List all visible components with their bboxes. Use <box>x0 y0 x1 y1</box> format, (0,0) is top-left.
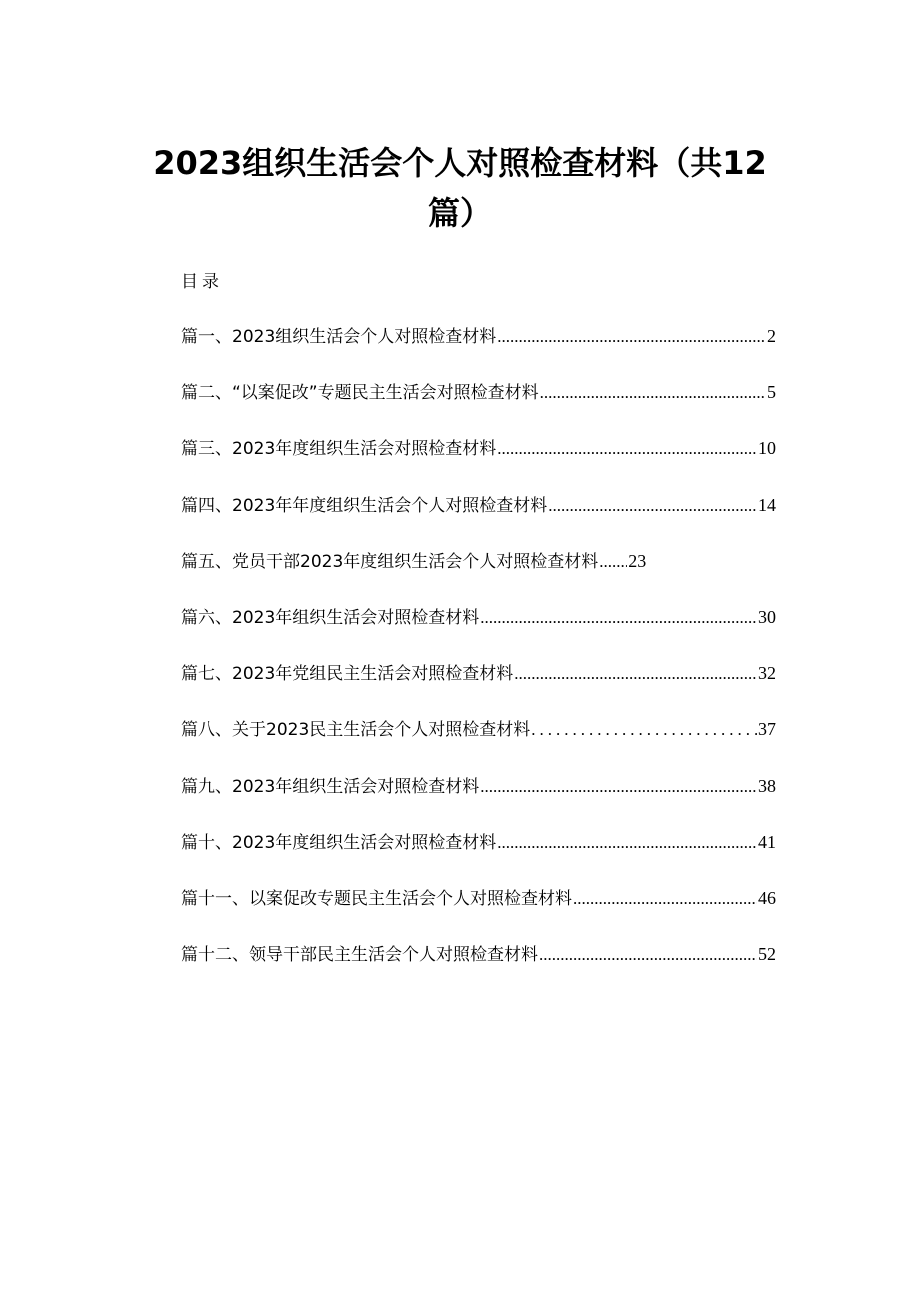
toc-entry-label: 篇三、2023年度组织生活会对照检查材料 <box>181 439 497 460</box>
toc-page-number: 32 <box>758 663 776 684</box>
toc-entry[interactable] <box>181 377 776 433</box>
toc-entry-label: 篇八、关于2023民主生活会个人对照检查材料 <box>181 720 531 741</box>
toc-dot-leader <box>531 715 757 745</box>
toc-entry-label: 篇七、2023年党组民主生活会对照检查材料 <box>181 664 514 685</box>
toc-entry[interactable] <box>181 658 776 714</box>
toc-entry[interactable] <box>181 321 776 377</box>
toc-entry-label: 篇十一、以案促改专题民主生活会个人对照检查材料 <box>181 888 572 909</box>
toc-page-number: 23 <box>628 550 647 571</box>
toc-entry[interactable] <box>181 771 776 827</box>
toc-page-number: 30 <box>758 606 776 627</box>
document-title: 2023组织生活会个人对照检查材料（共12篇） <box>153 144 767 232</box>
toc-page-number: 2 <box>767 326 776 346</box>
toc-page-number: 38 <box>758 775 776 796</box>
toc-entry[interactable] <box>181 939 776 995</box>
toc-dot-leader <box>497 322 766 352</box>
toc-page-number: 41 <box>758 831 776 852</box>
toc-dot-leader <box>497 434 757 464</box>
toc-dot-leader <box>497 828 757 858</box>
table-of-contents <box>181 321 776 995</box>
toc-dot-leader <box>573 884 757 914</box>
toc-entry-label: 篇六、2023年组织生活会对照检查材料 <box>181 607 480 628</box>
toc-page-number: 37 <box>758 719 776 740</box>
toc-entry[interactable] <box>181 433 776 489</box>
toc-entry-label: 篇一、2023组织生活会个人对照检查材料 <box>181 327 497 347</box>
toc-entry-label: 篇二、“以案促改”专题民主生活会对照检查材料 <box>181 383 539 404</box>
toc-page-number: 46 <box>758 887 776 908</box>
toc-dot-leader <box>514 659 757 689</box>
toc-heading: 目录 <box>181 272 223 292</box>
toc-dot-leader <box>480 603 757 633</box>
toc-entry[interactable] <box>181 490 776 546</box>
toc-entry-label: 篇五、党员干部2023年度组织生活会个人对照检查材料 <box>181 551 599 572</box>
toc-page-number: 52 <box>758 944 776 965</box>
toc-entry[interactable] <box>181 714 776 770</box>
toc-entry[interactable] <box>181 546 776 602</box>
toc-entry-label: 篇九、2023年组织生活会对照检查材料 <box>181 776 480 797</box>
toc-dot-leader <box>480 772 757 802</box>
toc-entry[interactable] <box>181 883 776 939</box>
toc-entry-label: 篇十、2023年度组织生活会对照检查材料 <box>181 832 497 853</box>
toc-entry-label: 篇四、2023年年度组织生活会个人对照检查材料 <box>181 495 548 516</box>
toc-entry[interactable] <box>181 602 776 658</box>
toc-entry-label: 篇十二、领导干部民主生活会个人对照检查材料 <box>181 945 538 966</box>
toc-dot-leader <box>540 378 766 408</box>
toc-page-number: 14 <box>758 494 776 515</box>
toc-dot-leader <box>548 491 757 521</box>
toc-entry[interactable] <box>181 827 776 883</box>
toc-dot-leader <box>599 547 627 577</box>
toc-page-number: 10 <box>758 438 776 459</box>
toc-page-number: 5 <box>767 382 776 403</box>
toc-dot-leader <box>539 940 757 970</box>
